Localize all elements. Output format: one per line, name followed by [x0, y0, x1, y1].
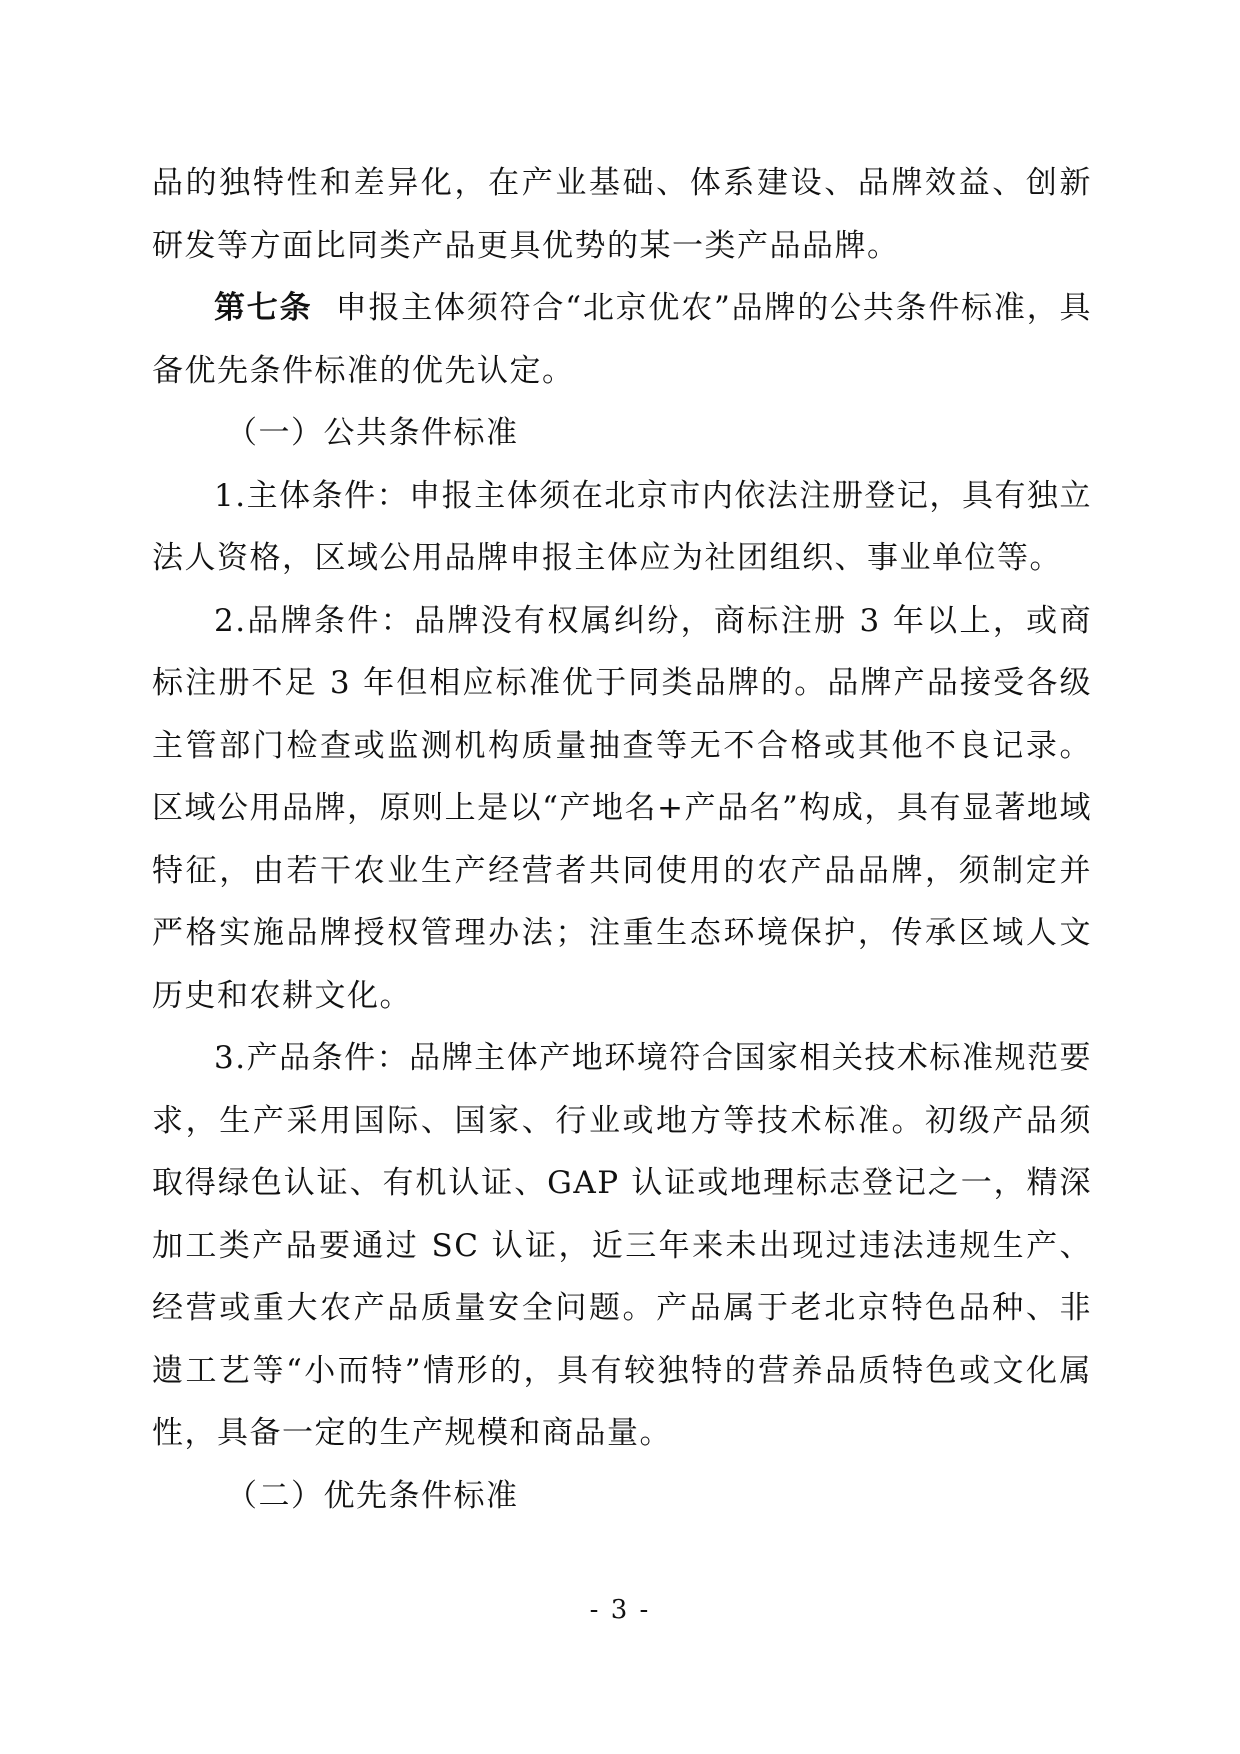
article-7-text: 申报主体须符合“北京优农”品牌的公共条件标准，具备优先条件标准的优先认定。 [152, 290, 1093, 389]
page-number: - 3 - [589, 1595, 651, 1625]
item-2-brand-conditions: 2.品牌条件：品牌没有权属纠纷，商标注册 3 年以上，或商标注册不足 3 年但相应标准优于同类品牌的。品牌产品接受各级主管部门检查或监测机构质量抽查等无不合格或其他不良记录。区域公用品牌，原则上是以“产地名+产品名”构成，具有显著地域特征，由若干农业生产经营者共同使用的农产品品牌，须制定并严格实施品牌授权管理办法；注重生态环境保护，传承区域人文历史和农耕文化。 [152, 602, 1092, 1014]
article-7-label: 第七条 [214, 290, 313, 326]
document-body [152, 152, 1092, 1527]
paragraph-continuation: 品的独特性和差异化，在产业基础、体系建设、品牌效益、创新研发等方面比同类产品更具优势的某一类产品品牌。 [152, 165, 1092, 264]
item-1-subject-conditions: 1.主体条件：申报主体须在北京市内依法注册登记，具有独立法人资格，区域公用品牌申报主体应为社团组织、事业单位等。 [152, 477, 1092, 576]
item-3-product-conditions: 3.产品条件：品牌主体产地环境符合国家相关技术标准规范要求，生产采用国际、国家、行业或地方等技术标准。初级产品须取得绿色认证、有机认证、GAP 认证或地理标志登记之一，精深加工类产品要通过 SC 认证，近三年来未出现过违法违规生产、经营或重大农产品质量安全问题。产品属于老北京特色品种、非遗工艺等“小而特”情形的，具有较独特的营养品质特色或文化属性，具备一定的生产规模和商品量。 [152, 1040, 1092, 1451]
section-heading-public-criteria: （一）公共条件标准 [226, 415, 519, 451]
article-7-paragraph [152, 277, 1092, 402]
section-heading-priority-criteria: （二）优先条件标准 [226, 1477, 519, 1514]
